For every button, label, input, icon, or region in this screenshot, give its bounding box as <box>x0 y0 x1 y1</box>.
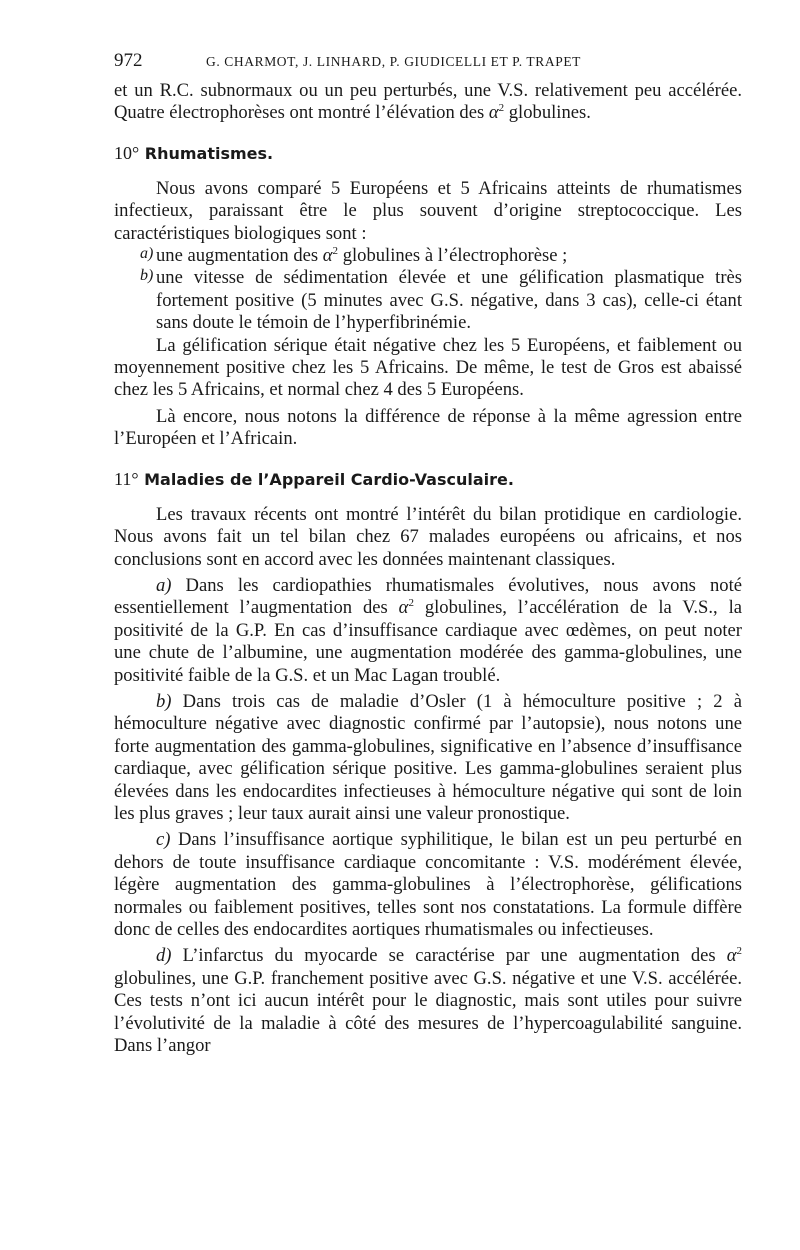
paragraph: Là encore, nous notons la différence de réponse à la même agression entre l’Européen et l’Africain. <box>114 405 742 450</box>
paragraph-a: a) Dans les cardiopathies rhumatismales évolutives, nous avons noté essentiellement l’augmentation des $\alpha^2$ globulines, l’accélération de la V.S., la positivité de la G.P. En cas d’insuffisance cardiaque avec œdèmes, on peut noter une chute de l’albumine, une augmentation modérée des gamma-globulines, une positivité faible de la G.S. et un Mac Lagan troublé. <box>114 574 742 686</box>
intro-paragraph: et un R.C. subnormaux ou un peu perturbés, une V.S. relativement peu accélérée. Quatre électrophorèses ont montré l’élévation des $\alpha^2$ globulines. <box>114 80 742 124</box>
paragraph-d: d) L’infarctus du myocarde se caractérise par une augmentation des $\alpha^2$ globulines, une G.P. franchement positive avec G.S. négative et une V.S. accélérée. Ces tests n’ont ici aucun intérêt pour le diagnostic, mais sont utiles pour suivre l’évolutivité de la maladie à côté des mesures de l’hypercoagulabilité sanguine. Dans l’angor <box>114 945 742 1057</box>
section-heading-10 <box>114 143 742 164</box>
list-marker: b) <box>140 267 154 285</box>
list-item-b: b) une vitesse de sédimentation élevée et une gélification plasmatique très fortement positive (5 minutes avec G.S. négative, dans 3 cas), celle-ci étant sans doute le témoin de l’hyperfibrinémie. <box>114 267 742 334</box>
paragraph-c: c) Dans l’insuffisance aortique syphilitique, le bilan est un peu perturbé en dehors de toute insuffisance cardiaque concomitante : V.S. modérément élevée, légère augmentation des gamma-globulines à l’électrophorèse, gélifications normales ou faiblement positives, telles sont nos constatations. La formule diffère donc de celles des endocardites aortiques rhumatismales ou infectieuses. <box>114 829 742 940</box>
paragraph: Nous avons comparé 5 Européens et 5 Africains atteints de rhumatismes infectieux, paraissant être le plus souvent d’origine streptococcique. Les caractéristiques biologiques sont : <box>114 177 742 244</box>
section-heading-11 <box>114 469 742 490</box>
section-number: 10° <box>114 142 140 163</box>
page <box>114 42 742 1057</box>
section-title: Maladies de l’Appareil Cardio-Vasculaire. <box>144 469 514 489</box>
section-number: 11° <box>114 468 139 489</box>
section-title: Rhumatismes. <box>144 143 274 163</box>
page-number: 972 <box>114 50 143 71</box>
page-header <box>114 42 742 80</box>
paragraph: Les travaux récents ont montré l’intérêt du bilan protidique en cardiologie. Nous avons fait un tel bilan chez 67 malades européens ou africains, et nos conclusions sont en accord avec les données maintenant classiques. <box>114 503 742 570</box>
running-head: G. CHARMOT, J. LINHARD, P. GIUDICELLI ET P. TRAPET <box>206 54 582 69</box>
list-marker: a) <box>140 245 154 263</box>
list-item-a: a) une augmentation des $\alpha^2$ globulines à l’électrophorèse ; <box>114 245 742 267</box>
paragraph-b: b) Dans trois cas de maladie d’Osler (1 à hémoculture positive ; 2 à hémoculture négative avec diagnostic confirmé par l’autopsie), nous notons une forte augmentation des gamma-globulines, significative en l’absence d’insuffisance cardiaque, avec gélification sérique positive. Les gamma-globulines seraient plus élevées dans les endocardites infectieuses à hémoculture négative qui sont de loin les plus graves ; leur taux aurait ainsi une valeur pronostique. <box>114 690 742 824</box>
paragraph: La gélification sérique était négative chez les 5 Européens, et faiblement ou moyennement positive chez les 5 Africains. De même, le test de Gros est abaissé chez les 5 Africains, et normal chez 4 des 5 Européens. <box>114 334 742 401</box>
